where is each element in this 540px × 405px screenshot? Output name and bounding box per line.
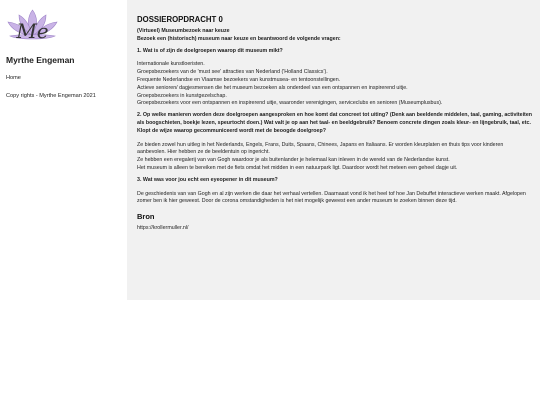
copyright-text: Copy rights - Myrthe Engeman 2021	[6, 93, 96, 99]
question-2: 2. Op welke manieren worden deze doelgroepen aangesproken en hoe komt dat concreet tot uiting? (Denk aan beeldende middelen, taal, gaming, activiteiten als boogschieten, boekje lezen, speurtocht doen.) Wat valt je op aan het taal- en beeldgebruik? Benoem concrete dingen zoals kleur- en lijngebruik, taal, etc. Klopt de wijze waarop gecommuniceerd wordt met de beoogde doelgroep?	[137, 112, 532, 134]
answer-1-line: Internationale kunstloeristen.	[137, 61, 205, 68]
answer-1-line: Groepsbezoekers voor een ontspannen en inspirerend uitje, waaronder verenigingen, serviceclubs en senioren (Museumplusbus).	[137, 100, 443, 107]
answer-2-line: Ze hebben een eregalerij van van Gogh waardoor je als buitenlander je helemaal kan inleven in de wereld van de Nederlandse kunst.	[137, 157, 450, 164]
answer-2-line: Ze bieden zowel hun uitleg in het Nederlands, Engels, Frans, Duits, Spaans, Chinees, Japans en Italiaans. Er worden kleurplaten en thuis tips voor kinderen aanbevolen. Hier hebben ze de beeldentuin op ingericht.	[137, 141, 504, 156]
answer-1-line: Frequente Nederlandse en Vlaamse bezoekers van kunstmusea- en tentoonstellingen.	[137, 76, 341, 83]
answer-1-line: Groepsbezoekers in kunstgezelschap.	[137, 92, 227, 99]
answer-1-line: Groepsbezoekers van de 'must see' attracties van Nederland ('Holland Classics').	[137, 69, 328, 76]
site-name: Myrthe Engeman	[6, 55, 75, 65]
answer-2-line: Het museum is alleen te bereiken met de fiets omdat het midden in een natuurpark ligt. Daardoor wordt het meteen een geheel dagje uit.	[137, 164, 458, 171]
subtitle: (Virtueel) Museumbezoek naar keuze	[137, 28, 230, 34]
lotus-logo[interactable]	[5, 7, 60, 44]
answer-1-line: Actieve senioren/ dagjesmensen die het museum bezoeken als onderdeel van een ontspannen en inspirerend uitje.	[137, 84, 408, 91]
question-3: 3. Wat was voor jou echt een eyeopener in dit museum?	[137, 176, 278, 183]
main-content	[127, 0, 540, 300]
sidebar	[0, 0, 127, 405]
intro: Bezoek een (historisch) museum naar keuze en beantwoord de volgende vragen:	[137, 35, 341, 42]
question-1: 1. Wat is of zijn de doelgroepen waarop dit museum mikt?	[137, 47, 283, 54]
page-title: DOSSIEROPDRACHT 0	[137, 15, 223, 24]
article	[137, 15, 533, 233]
source-heading: Bron	[137, 212, 155, 222]
answer-3: De geschiedenis van van Gogh en al zijn werken die daar het verhaal vertellen. Daarnaast vond ik het heel tof hoe Jan Debuffet interactieve werken maakt. Afgelopen zomer ben ik hier geweest. Door de corona omstandigheden is het niet mogelijk geweest een ander museum te zoeken binnen deze tijd.	[137, 190, 526, 205]
nav-home-link[interactable]: Home	[6, 75, 21, 81]
source-link: https://krollermuller.nl/	[137, 225, 189, 232]
svg-text:Me: Me	[16, 19, 49, 43]
